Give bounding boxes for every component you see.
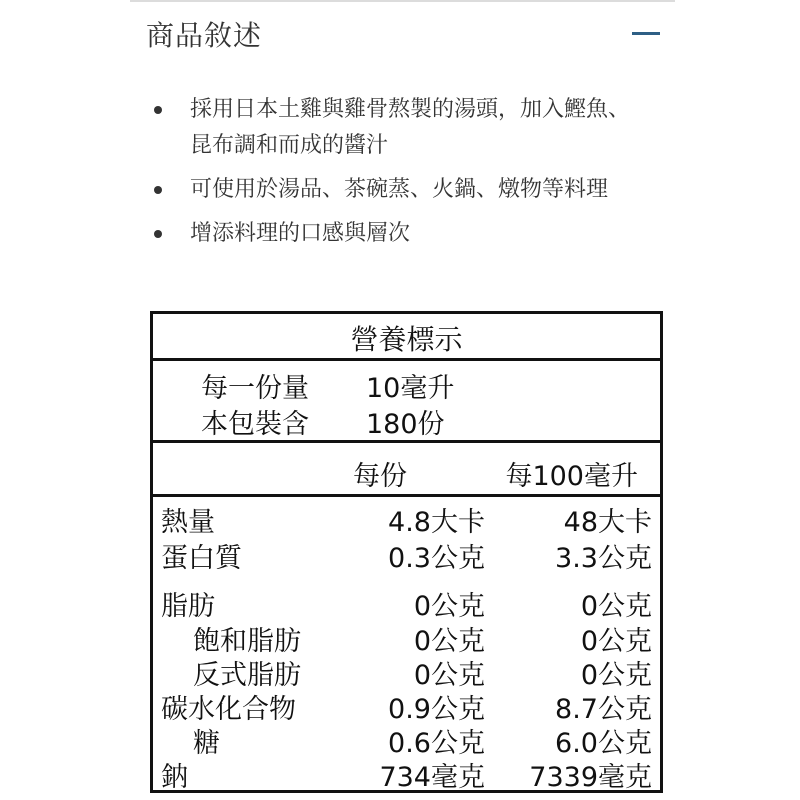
per-serving-value: 0.9公克 bbox=[388, 694, 485, 725]
per-100ml-value: 48大卡 bbox=[563, 507, 652, 538]
section-title: 商品敘述 bbox=[146, 19, 263, 52]
nutrient-label: 反式脂肪 bbox=[193, 660, 301, 691]
table-row bbox=[153, 755, 660, 793]
list-item-text: 可使用於湯品、茶碗蒸、火鍋、燉物等料理 bbox=[190, 177, 609, 202]
nutrition-title: 營養標示 bbox=[350, 323, 463, 356]
minus-icon bbox=[632, 32, 660, 35]
nutrient-label: 鈉 bbox=[161, 762, 188, 793]
per-serving-value: 0.6公克 bbox=[388, 728, 485, 759]
list-item-text: 採用日本土雞與雞骨熬製的湯頭，加入鰹魚、昆布調和而成的醬汁 bbox=[190, 97, 631, 158]
serving-size-value: 10毫升 bbox=[366, 373, 455, 404]
bullet-icon bbox=[154, 186, 162, 194]
per-serving-value: 0公克 bbox=[413, 660, 485, 691]
list-item-text: 增添料理的口感與層次 bbox=[190, 221, 411, 246]
list-item bbox=[150, 216, 650, 252]
table-row bbox=[153, 500, 660, 538]
servings-per-package-value: 180份 bbox=[366, 409, 445, 440]
divider bbox=[153, 440, 660, 443]
table-row bbox=[153, 653, 660, 691]
description-list bbox=[150, 92, 650, 260]
per-serving-value: 0公克 bbox=[413, 626, 485, 657]
column-header-per-100ml: 每100毫升 bbox=[505, 461, 638, 492]
per-100ml-value: 7339毫克 bbox=[529, 762, 652, 793]
servings-per-package-label: 本包裝含 bbox=[201, 409, 309, 440]
per-100ml-value: 0公克 bbox=[580, 591, 652, 622]
table-row bbox=[153, 687, 660, 725]
list-item bbox=[150, 92, 650, 164]
nutrient-label: 糖 bbox=[193, 728, 220, 759]
per-100ml-value: 6.0公克 bbox=[555, 728, 652, 759]
list-item bbox=[150, 172, 650, 208]
bullet-icon bbox=[154, 106, 162, 114]
table-row bbox=[153, 721, 660, 759]
per-100ml-value: 8.7公克 bbox=[555, 694, 652, 725]
per-100ml-value: 0公克 bbox=[580, 626, 652, 657]
nutrient-label: 脂肪 bbox=[161, 591, 215, 622]
bullet-icon bbox=[154, 230, 162, 238]
divider bbox=[153, 494, 660, 497]
table-row bbox=[153, 536, 660, 574]
column-header-per-serving: 每份 bbox=[353, 461, 407, 492]
table-row bbox=[153, 584, 660, 622]
nutrition-label bbox=[150, 311, 663, 793]
top-divider bbox=[130, 0, 675, 2]
per-serving-value: 734毫克 bbox=[379, 762, 485, 793]
nutrient-label: 蛋白質 bbox=[161, 543, 242, 574]
nutrient-label: 飽和脂肪 bbox=[193, 626, 301, 657]
collapse-button[interactable] bbox=[628, 20, 664, 44]
serving-size-label: 每一份量 bbox=[201, 373, 309, 404]
table-row bbox=[153, 619, 660, 657]
per-serving-value: 4.8大卡 bbox=[388, 507, 485, 538]
divider bbox=[153, 358, 660, 361]
per-serving-value: 0.3公克 bbox=[388, 543, 485, 574]
per-100ml-value: 0公克 bbox=[580, 660, 652, 691]
nutrient-label: 碳水化合物 bbox=[161, 694, 296, 725]
per-serving-value: 0公克 bbox=[413, 591, 485, 622]
nutrient-label: 熱量 bbox=[161, 507, 215, 538]
per-100ml-value: 3.3公克 bbox=[555, 543, 652, 574]
